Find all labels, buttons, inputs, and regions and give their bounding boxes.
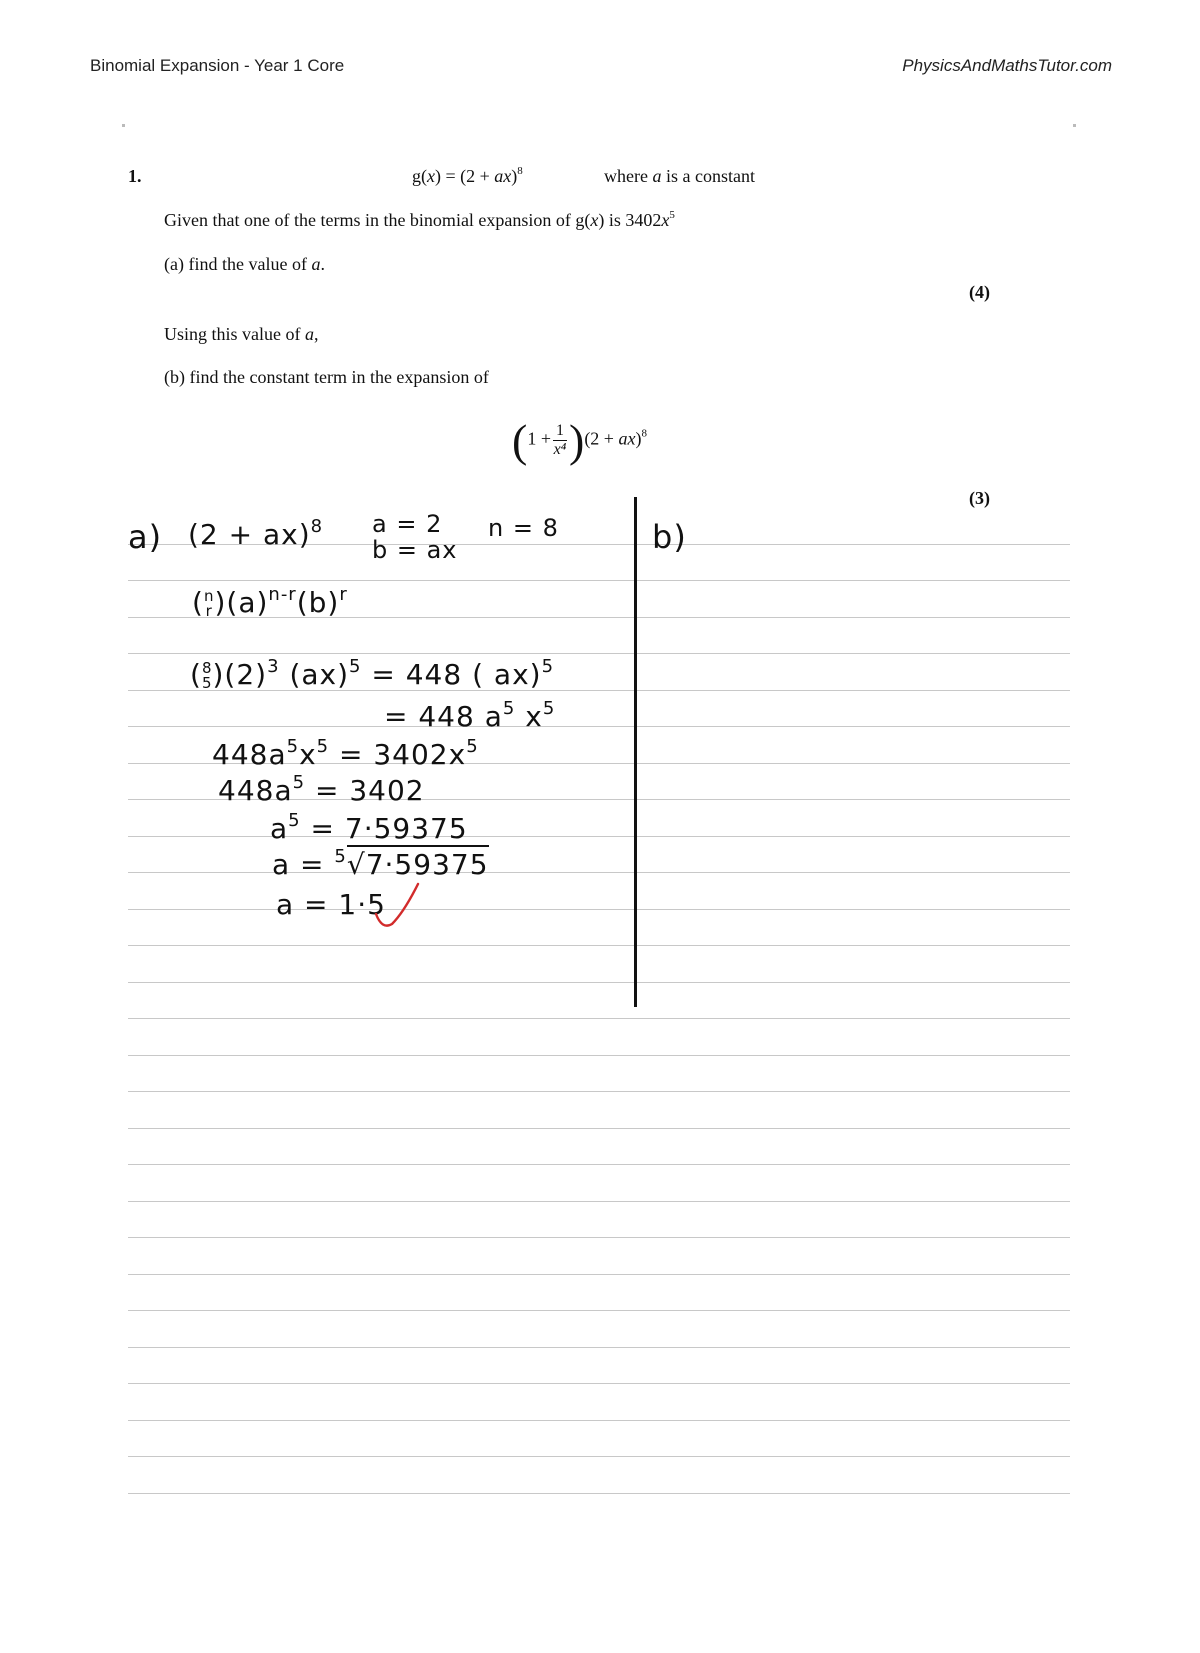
ruled-line — [128, 653, 1070, 654]
hw-line8-root: a = $^5$√7·59375 — [272, 846, 489, 881]
ruled-line — [128, 1383, 1070, 1384]
using-value-text: Using this value of a, — [164, 324, 319, 344]
hw-a-equals: a = 2 — [372, 510, 443, 538]
hw-line6: $448a^5 = 3402$ — [218, 772, 425, 807]
hw-label-b: b) — [652, 518, 687, 556]
hw-line2-general-term: (n $r)(a)^{n-r}(b)^r$ — [192, 584, 348, 620]
ruled-line — [128, 1128, 1070, 1129]
ruled-line — [128, 1493, 1070, 1494]
constant-note: where a is a constant — [604, 166, 755, 186]
hw-label-a: a) — [128, 518, 163, 556]
part-a-marks: (4) — [969, 282, 990, 302]
ruled-line — [128, 1347, 1070, 1348]
corner-mark-right — [1073, 124, 1076, 127]
ruled-line — [128, 1420, 1070, 1421]
expansion-expression: (1 + $\frac{1}{\text{x⁴}}$ )(2 + ax)$^8$ — [512, 415, 647, 466]
fraction-one-over-x4: $\frac{1}{\text{x⁴}}$ — [553, 422, 567, 458]
corner-mark-left — [122, 124, 125, 127]
hw-line9-answer: a = 1·5 — [276, 888, 386, 921]
part-b-prompt: (b) find the constant term in the expansion of — [164, 367, 489, 387]
hw-line7: $a^5 = 7\cdot 59375$ — [270, 810, 468, 845]
ruled-line — [128, 1274, 1070, 1275]
ruled-line — [128, 726, 1070, 727]
ruled-line — [128, 909, 1070, 910]
hw-b-equals: b = ax — [372, 536, 458, 564]
hw-line3-term: (8 $5)(2)^3$ (ax)$^5$ = 448 ( ax)$^5$ — [190, 656, 555, 692]
function-definition: g(x) = (2 + ax)$^8$ — [412, 165, 523, 186]
hw-line5: $448a^5x^5 = 3402x^5$ — [212, 736, 479, 771]
given-statement: Given that one of the terms in the binomial expansion of g(x) is $3402x^5$ — [164, 209, 675, 230]
header-right-site: PhysicsAndMathsTutor.com — [902, 56, 1112, 75]
ruled-line — [128, 1091, 1070, 1092]
ruled-line — [128, 1164, 1070, 1165]
hw-line4: = 448 $a^5$ $x^5$ — [384, 698, 556, 733]
ruled-line — [128, 1237, 1070, 1238]
header-left-title: Binomial Expansion - Year 1 Core — [90, 56, 345, 75]
ruled-line — [128, 1018, 1070, 1019]
ruled-line — [128, 1310, 1070, 1311]
ruled-line — [128, 580, 1070, 581]
ruled-line — [128, 982, 1070, 983]
hw-line1-expr: (2 + ax)$^8$ — [188, 516, 324, 551]
hw-n-equals: n = 8 — [488, 514, 559, 542]
ruled-line — [128, 945, 1070, 946]
red-check-mark — [372, 880, 422, 932]
ruled-line — [128, 1201, 1070, 1202]
question-number: 1. — [128, 166, 142, 186]
ruled-line — [128, 872, 1070, 873]
part-a-prompt: (a) find the value of a. — [164, 254, 325, 274]
part-b-marks: (3) — [969, 488, 990, 508]
answer-column-divider — [634, 497, 637, 1007]
ruled-line — [128, 1055, 1070, 1056]
ruled-line — [128, 1456, 1070, 1457]
